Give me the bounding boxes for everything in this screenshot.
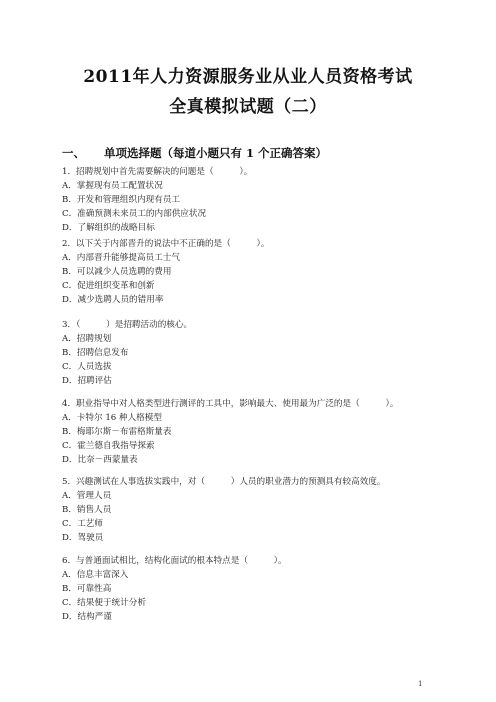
option-a: A．内部晋升能够提高员工士气 bbox=[62, 252, 180, 263]
option-d: D．了解组织的战略目标 bbox=[62, 222, 155, 233]
option-b: B．开发和管理组织内现有员工 bbox=[62, 194, 181, 205]
question-2 bbox=[62, 238, 452, 308]
question-4 bbox=[62, 398, 452, 468]
option-c: C．人员选拔 bbox=[62, 361, 112, 372]
question-stem: 3．（ ）是招聘活动的核心。 bbox=[62, 320, 193, 330]
option-a: A．掌握现有员工配置状况 bbox=[62, 180, 163, 191]
section-heading bbox=[62, 145, 327, 161]
option-a: A．信息丰富深入 bbox=[62, 569, 129, 580]
option-c: C．促进组织变革和创新 bbox=[62, 280, 155, 291]
option-b: B．梅耶尔斯－布雷格斯量表 bbox=[62, 426, 172, 437]
question-stem: 5．兴趣测试在人事选拔实践中，对（ ）人员的职业潜力的预测具有较高效度。 bbox=[62, 477, 386, 487]
option-b: B．可以减少人员选聘的费用 bbox=[62, 266, 172, 277]
option-b: B．可靠性高 bbox=[62, 583, 112, 594]
page-number: 1 bbox=[418, 680, 423, 688]
question-1 bbox=[62, 166, 452, 236]
question-stem: 1．招聘规划中首先需要解决的问题是（ ）。 bbox=[62, 167, 253, 177]
document-title-line1: 2011年人力资源服务业从业人员资格考试 bbox=[83, 67, 413, 87]
option-d: D．比奈－西蒙量表 bbox=[62, 454, 138, 465]
section-number: 一、 bbox=[62, 146, 85, 160]
option-b: B．招聘信息发布 bbox=[62, 347, 129, 358]
option-d: D．结构严谨 bbox=[62, 611, 112, 622]
option-a: A．管理人员 bbox=[62, 490, 112, 501]
option-a: A．卡特尔 16 种人格模型 bbox=[62, 412, 162, 423]
question-stem: 6．与普通面试相比，结构化面试的根本特点是（ ）。 bbox=[62, 556, 287, 566]
question-stem: 4．职业指导中对人格类型进行测评的工具中，影响最大、使用最为广泛的是（ ）。 bbox=[62, 399, 399, 409]
section-title: 单项选择题（每道小题只有 1 个正确答案） bbox=[104, 146, 328, 160]
option-c: C．结果便于统计分析 bbox=[62, 597, 146, 608]
option-d: D．招聘评估 bbox=[62, 375, 112, 386]
option-c: C．霍兰德自我指导探索 bbox=[62, 440, 155, 451]
option-d: D．减少选聘人员的错用率 bbox=[62, 294, 164, 305]
question-3 bbox=[62, 319, 452, 389]
option-d: D．驾驶员 bbox=[62, 532, 104, 543]
option-b: B．销售人员 bbox=[62, 504, 112, 515]
document-title-line2: 全真模拟试题（二） bbox=[169, 97, 327, 117]
option-a: A．招聘规划 bbox=[62, 333, 112, 344]
option-c: C．准确预测未来员工的内部供应状况 bbox=[62, 208, 207, 219]
option-c: C．工艺师 bbox=[62, 518, 103, 529]
question-6 bbox=[62, 555, 452, 625]
question-stem: 2．以下关于内部晋升的说法中不正确的是（ ）。 bbox=[62, 239, 270, 249]
question-5 bbox=[62, 476, 452, 546]
